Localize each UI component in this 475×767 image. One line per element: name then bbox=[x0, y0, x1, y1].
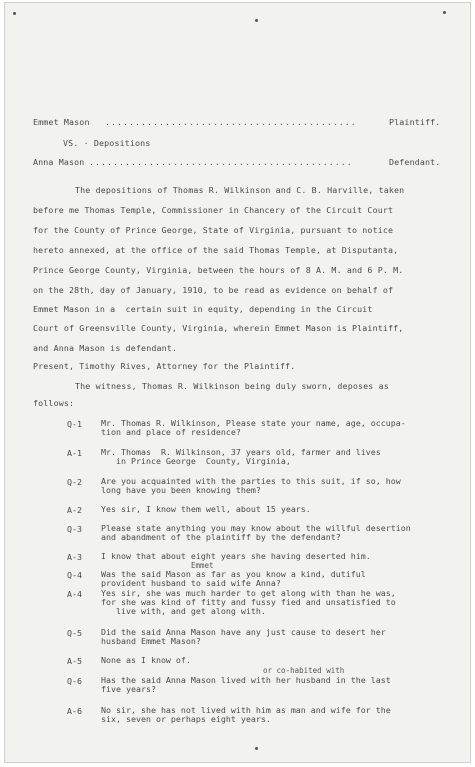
qa-label: A-5 bbox=[67, 656, 82, 666]
intro-line: Emmet Mason in a certain suit in equity, depending in the Circuit bbox=[33, 304, 373, 314]
qa-text: I know that about eight years she having deserted him. bbox=[101, 551, 371, 561]
present-line: Present, Timothy Rives, Attorney for the Plaintiff. bbox=[33, 361, 296, 371]
punch-mark bbox=[255, 19, 258, 22]
defendant-name: Anna Mason bbox=[33, 157, 85, 167]
leader-dots: .......................................... bbox=[105, 117, 357, 127]
qa-text: Has the said Anna Mason lived with her husband in the last bbox=[101, 675, 391, 685]
qa-label: Q-2 bbox=[67, 477, 82, 487]
caption-vs: VS. · Depositions bbox=[63, 138, 151, 148]
document-page bbox=[4, 2, 471, 763]
qa-text: in Prince George County, Virginia, bbox=[101, 456, 291, 466]
qa-label: A-6 bbox=[67, 706, 82, 716]
qa-text: Please state anything you may know about the willful desertion bbox=[101, 523, 411, 533]
qa-label: Q-3 bbox=[67, 524, 82, 534]
qa-label: A-3 bbox=[67, 552, 82, 562]
qa-label: Q-4 bbox=[67, 570, 82, 580]
qa-label: Q-1 bbox=[67, 419, 82, 429]
qa-text: for she was kind of fitty and fussy fied and unsatisfied to bbox=[101, 597, 396, 607]
punch-mark bbox=[255, 747, 258, 750]
witness-line: follows: bbox=[33, 398, 75, 408]
leader-dots: ............................................ bbox=[89, 157, 353, 167]
qa-text: Yes sir, I know them well, about 15 years. bbox=[101, 504, 311, 514]
qa-text: Mr. Thomas R. Wilkinson, 37 years old, farmer and lives bbox=[101, 447, 381, 457]
intro-line: Prince George County, Virginia, between the hours of 8 A. M. and 6 P. M. bbox=[33, 265, 404, 275]
intro-line: on the 28th, day of January, 1910, to be read as evidence on behalf of bbox=[33, 285, 394, 295]
qa-text: tion and place of residence? bbox=[101, 427, 241, 437]
witness-line: The witness, Thomas R. Wilkinson being duly sworn, deposes as bbox=[75, 381, 389, 391]
qa-label: Q-6 bbox=[67, 676, 82, 686]
qa-text: six, seven or perhaps eight years. bbox=[101, 714, 271, 724]
punch-mark bbox=[443, 11, 446, 14]
intro-line: Court of Greensville County, Virginia, wherein Emmet Mason is Plaintiff, bbox=[33, 323, 404, 333]
qa-label: A-1 bbox=[67, 448, 82, 458]
qa-text: husband Emmet Mason? bbox=[101, 636, 201, 646]
qa-text: provident husband to said wife Anna? bbox=[101, 578, 281, 588]
qa-text: Are you acquainted with the parties to this suit, if so, how bbox=[101, 476, 401, 486]
interlinear-insertion: or co-habited with bbox=[263, 666, 345, 675]
intro-line: The depositions of Thomas R. Wilkinson and C. B. Harville, taken bbox=[75, 185, 405, 195]
qa-label: Q-5 bbox=[67, 628, 82, 638]
qa-text: long have you been knowing them? bbox=[101, 485, 261, 495]
intro-line: for the County of Prince George, State of Virginia, pursuant to notice bbox=[33, 225, 394, 235]
interlinear-insertion: Emmet bbox=[191, 561, 214, 570]
qa-text: None as I know of. bbox=[101, 655, 191, 665]
intro-line: hereto annexed, at the office of the said Thomas Temple, at Disputanta, bbox=[33, 245, 399, 255]
punch-mark bbox=[13, 12, 16, 15]
defendant-role: Defendant. bbox=[389, 157, 441, 167]
plaintiff-role: Plaintiff. bbox=[389, 117, 441, 127]
plaintiff-name: Emmet Mason bbox=[33, 117, 90, 127]
qa-text: No sir, she has not lived with him as man and wife for the bbox=[101, 705, 391, 715]
intro-line: and Anna Mason is defendant. bbox=[33, 343, 178, 353]
qa-text: Did the said Anna Mason have any just cause to desert her bbox=[101, 627, 386, 637]
qa-text: Mr. Thomas R. Wilkinson, Please state your name, age, occupa- bbox=[101, 418, 406, 428]
intro-line: before me Thomas Temple, Commissioner in Chancery of the Circuit Court bbox=[33, 205, 394, 215]
qa-text: and abandment of the plaintiff by the defendant? bbox=[101, 532, 341, 542]
qa-text: five years? bbox=[101, 684, 156, 694]
qa-text: Was the said Mason as far as you know a kind, dutiful bbox=[101, 569, 366, 579]
qa-text: live with, and get along with. bbox=[101, 606, 266, 616]
qa-text: Yes sir, she was much harder to get along with than he was, bbox=[101, 588, 396, 598]
qa-label: A-2 bbox=[67, 505, 82, 515]
qa-label: A-4 bbox=[67, 589, 82, 599]
